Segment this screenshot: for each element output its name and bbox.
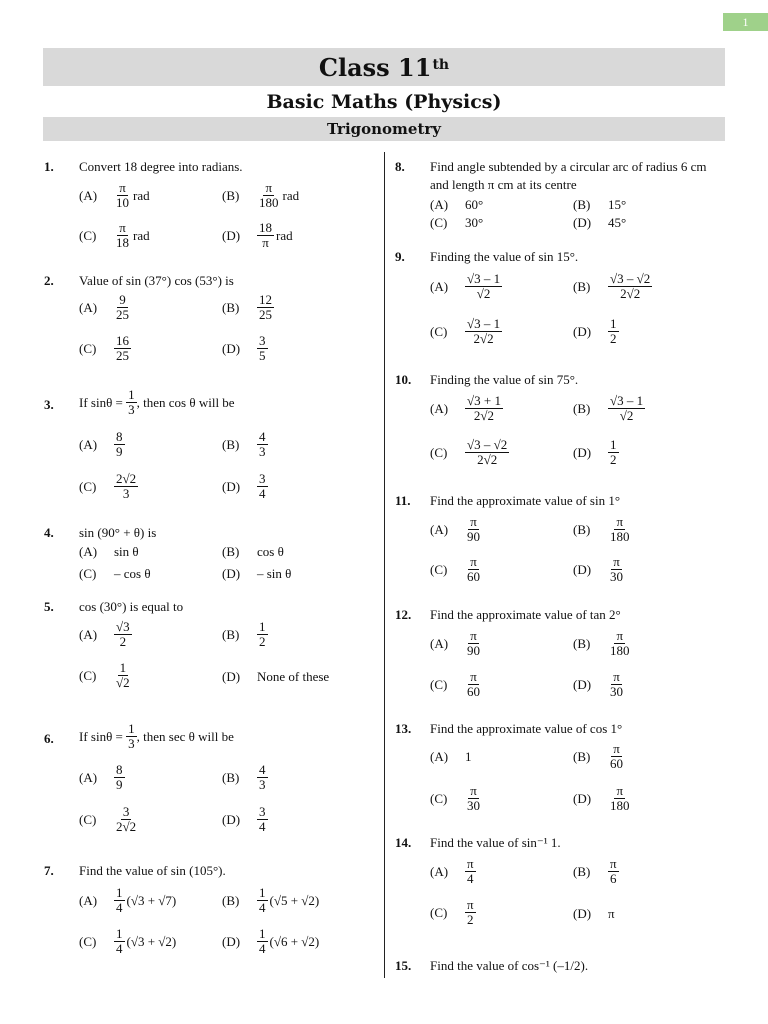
q9-option-c[interactable] bbox=[430, 317, 502, 346]
fraction: $\frac{√3 - 1}{√2}$ bbox=[467, 271, 501, 301]
fraction: $\frac{\pi}{60}$ bbox=[467, 554, 480, 584]
fraction: $\frac{\pi}{180}$ bbox=[259, 180, 279, 210]
q2-option-c[interactable] bbox=[79, 334, 131, 363]
q14-option-c[interactable] bbox=[430, 898, 476, 927]
fraction: $\frac{3}{4}$ bbox=[259, 471, 266, 501]
fraction: $\frac{\pi}{6}$ bbox=[610, 856, 617, 886]
question-8 bbox=[395, 158, 730, 198]
q6-option-a[interactable] bbox=[79, 763, 125, 792]
option-label: (A) bbox=[79, 544, 98, 559]
q5-option-c[interactable] bbox=[79, 661, 132, 690]
option-label: (D) bbox=[573, 906, 592, 921]
fraction: $\frac{1}{2}$ bbox=[259, 619, 266, 649]
option-label: (C) bbox=[79, 933, 97, 949]
fraction: $\frac{\pi}{30}$ bbox=[610, 669, 623, 699]
option-label: (A) bbox=[79, 892, 98, 908]
q2-option-d[interactable] bbox=[222, 334, 268, 363]
option-label: (D) bbox=[222, 227, 241, 243]
option-label: (D) bbox=[573, 215, 592, 230]
q10-option-a[interactable] bbox=[430, 394, 503, 423]
q11-option-b[interactable] bbox=[573, 515, 632, 544]
question-text: If sinθ = $\frac{1}{3}$ , then sec θ will be bbox=[79, 721, 234, 751]
fraction: $\frac{3}{4}$ bbox=[259, 804, 266, 834]
option-label: (B) bbox=[222, 187, 240, 203]
option-label: (B) bbox=[573, 635, 591, 651]
q11-option-d[interactable] bbox=[573, 555, 625, 584]
q3-option-b[interactable] bbox=[222, 430, 268, 459]
q13-option-b[interactable] bbox=[573, 742, 625, 771]
question-text: Find the approximate value of sin 1° bbox=[430, 493, 621, 508]
question-number: 1. bbox=[44, 159, 54, 174]
fraction: $\frac{\pi}{180}$ bbox=[610, 628, 630, 658]
q8-option-a[interactable]: (A) 60° bbox=[430, 197, 484, 212]
q1-option-a[interactable]: (A) $\frac{\pi}{10}$ rad bbox=[79, 180, 150, 210]
option-label: (D) bbox=[573, 561, 592, 577]
option-label: (B) bbox=[222, 436, 240, 452]
option-label: (D) bbox=[222, 566, 241, 581]
option-label: (D) bbox=[222, 933, 241, 949]
fraction: $\frac{√3 - 1}{2√2}$ bbox=[467, 316, 501, 346]
q4-option-b[interactable]: (B) cos θ bbox=[222, 544, 284, 559]
q2-option-a[interactable] bbox=[79, 293, 131, 322]
option-label: (D) bbox=[573, 676, 592, 692]
fraction: $\frac{\pi}{30}$ bbox=[610, 554, 623, 584]
q1-option-d[interactable]: (D) $\frac{18}{\pi}$ rad bbox=[222, 220, 293, 250]
q6-option-b[interactable] bbox=[222, 763, 268, 792]
q10-option-c[interactable] bbox=[430, 438, 509, 467]
question-text: If sinθ = $\frac{1}{3}$ , then cos θ will be bbox=[79, 387, 235, 417]
option-label: (C) bbox=[79, 566, 97, 581]
fraction: $\frac{8}{9}$ bbox=[116, 762, 123, 792]
option-label: (B) bbox=[222, 769, 240, 785]
fraction: $\frac{\pi}{10}$ bbox=[116, 180, 129, 210]
question-text: Value of sin (37°) cos (53°) is bbox=[79, 273, 234, 288]
question-3 bbox=[44, 388, 374, 420]
q11-option-a[interactable] bbox=[430, 515, 482, 544]
q2-option-b[interactable] bbox=[222, 293, 274, 322]
option-label: (C) bbox=[79, 667, 97, 683]
q9-option-a[interactable] bbox=[430, 272, 502, 301]
option-label: (B) bbox=[573, 521, 591, 537]
q5-option-d[interactable]: (D) None of these bbox=[222, 669, 330, 684]
option-label: (B) bbox=[573, 278, 591, 294]
option-label: (A) bbox=[430, 863, 449, 879]
question-number: 7. bbox=[44, 863, 54, 878]
q7-option-d[interactable]: (D) $\frac{1}{4}$ (√6 + √2) bbox=[222, 926, 320, 956]
option-label: (C) bbox=[430, 790, 448, 806]
fraction: $\frac{3}{2√2}$ bbox=[116, 804, 137, 834]
q7-option-b[interactable]: (B) $\frac{1}{4}$ (√5 + √2) bbox=[222, 885, 320, 915]
fraction: $\frac{2√2}{3}$ bbox=[116, 471, 137, 501]
option-label: (C) bbox=[430, 323, 448, 339]
q13-option-c[interactable] bbox=[430, 784, 482, 813]
option-label: (B) bbox=[573, 197, 591, 212]
question-number: 9. bbox=[395, 249, 405, 264]
q1-option-c[interactable]: (C) $\frac{\pi}{18}$ rad bbox=[79, 220, 150, 250]
q3-option-c[interactable] bbox=[79, 472, 138, 501]
option-label: (C) bbox=[430, 444, 448, 460]
q13-option-a[interactable]: (A) 1 bbox=[430, 749, 472, 764]
fraction: $\frac{1}{4}$ bbox=[259, 926, 266, 956]
q9-option-d[interactable] bbox=[573, 317, 619, 346]
q14-option-b[interactable] bbox=[573, 857, 619, 886]
q6-option-c[interactable] bbox=[79, 805, 138, 834]
option-label: (B) bbox=[222, 626, 240, 642]
question-number: 10. bbox=[395, 372, 412, 387]
q4-option-a[interactable]: (A) sin θ bbox=[79, 544, 139, 559]
fraction: $\frac{3}{5}$ bbox=[259, 333, 266, 363]
question-number: 12. bbox=[395, 607, 412, 622]
fraction: $\frac{18}{\pi}$ bbox=[259, 220, 272, 250]
q5-option-b[interactable] bbox=[222, 620, 268, 649]
option-label: (B) bbox=[573, 400, 591, 416]
question-text: Finding the value of sin 75°. bbox=[430, 372, 579, 387]
fraction: $\frac{\pi}{2}$ bbox=[467, 897, 474, 927]
q6-option-d[interactable] bbox=[222, 805, 268, 834]
fraction: $\frac{1}{2}$ bbox=[610, 437, 617, 467]
option-label: (D) bbox=[222, 811, 241, 827]
q12-option-c[interactable] bbox=[430, 670, 482, 699]
q11-option-c[interactable] bbox=[430, 555, 482, 584]
q9-option-b[interactable] bbox=[573, 272, 652, 301]
q7-option-a[interactable]: (A) $\frac{1}{4}$ (√3 + √7) bbox=[79, 885, 177, 915]
option-label: (A) bbox=[430, 400, 449, 416]
question-text: Find the value of cos⁻¹ (–1/2). bbox=[430, 958, 589, 973]
question-number: 8. bbox=[395, 159, 405, 174]
question-text: sin (90° + θ) is bbox=[79, 525, 157, 540]
option-label: (B) bbox=[222, 299, 240, 315]
q13-option-d[interactable] bbox=[573, 784, 632, 813]
q12-option-d[interactable] bbox=[573, 670, 625, 699]
fraction: $\frac{1}{4}$ bbox=[116, 926, 123, 956]
question-number: 3. bbox=[44, 397, 54, 412]
subject-subtitle: Basic Maths (Physics) bbox=[266, 91, 502, 113]
fraction: $\frac{\pi}{90}$ bbox=[467, 628, 480, 658]
fraction: $\frac{\pi}{4}$ bbox=[467, 856, 474, 886]
fraction: $\frac{√3 - √2}{2√2}$ bbox=[610, 271, 651, 301]
option-label: (C) bbox=[79, 340, 97, 356]
fraction: $\frac{12}{25}$ bbox=[259, 292, 272, 322]
option-label: (D) bbox=[573, 790, 592, 806]
option-label: (D) bbox=[222, 340, 241, 356]
question-number: 5. bbox=[44, 599, 54, 614]
class-title-banner bbox=[43, 48, 725, 86]
q3-option-a[interactable] bbox=[79, 430, 125, 459]
option-label: (D) bbox=[573, 323, 592, 339]
option-label: (C) bbox=[430, 676, 448, 692]
option-label: (A) bbox=[430, 278, 449, 294]
question-6 bbox=[44, 722, 374, 754]
fraction: $\frac{√3 + 1}{2√2}$ bbox=[467, 393, 501, 423]
question-number: 6. bbox=[44, 731, 54, 746]
q10-option-b[interactable] bbox=[573, 394, 645, 423]
fraction: $\frac{1}{4}$ bbox=[116, 885, 123, 915]
q5-option-a[interactable] bbox=[79, 620, 132, 649]
fraction: $\frac{8}{9}$ bbox=[116, 429, 123, 459]
option-label: (A) bbox=[430, 749, 449, 764]
question-number: 11. bbox=[395, 493, 411, 508]
q7-option-c[interactable]: (C) $\frac{1}{4}$ (√3 + √2) bbox=[79, 926, 177, 956]
q14-option-d[interactable]: (D) π bbox=[573, 906, 615, 921]
class-title: Class 11 bbox=[318, 52, 432, 82]
fraction: $\frac{1}{2}$ bbox=[610, 316, 617, 346]
option-label: (B) bbox=[573, 748, 591, 764]
q8-option-d[interactable]: (D) 45° bbox=[573, 215, 627, 230]
question-text: cos (30°) is equal to bbox=[79, 599, 184, 614]
page-number: 1 bbox=[723, 13, 768, 31]
fraction: $\frac{\pi}{180}$ bbox=[610, 783, 630, 813]
option-label: (A) bbox=[430, 197, 449, 212]
option-label: (C) bbox=[430, 215, 448, 230]
q14-option-a[interactable] bbox=[430, 857, 476, 886]
q8-option-c[interactable]: (C) 30° bbox=[430, 215, 484, 230]
fraction: $\frac{4}{3}$ bbox=[259, 762, 266, 792]
q4-option-c[interactable]: (C) – cos θ bbox=[79, 566, 151, 581]
fraction: $\frac{1}{√2}$ bbox=[116, 660, 130, 690]
option-label: (A) bbox=[79, 299, 98, 315]
question-text: Find angle subtended by a circular arc of radius 6 cm and length π cm at its centre bbox=[430, 159, 707, 192]
option-label: (B) bbox=[222, 544, 240, 559]
question-number: 13. bbox=[395, 721, 412, 736]
fraction: $\frac{\pi}{60}$ bbox=[467, 669, 480, 699]
option-label: (C) bbox=[430, 561, 448, 577]
topic-banner: Trigonometry bbox=[43, 117, 725, 141]
option-label: (A) bbox=[79, 187, 98, 203]
option-label: (A) bbox=[430, 635, 449, 651]
option-label: (C) bbox=[79, 227, 97, 243]
q4-option-d[interactable]: (D) – sin θ bbox=[222, 566, 292, 581]
option-label: (D) bbox=[222, 478, 241, 494]
option-label: (C) bbox=[430, 904, 448, 920]
class-title-sup: th bbox=[432, 57, 450, 73]
fraction: $\frac{\pi}{30}$ bbox=[467, 783, 480, 813]
fraction: $\frac{16}{25}$ bbox=[116, 333, 129, 363]
question-text: Find the approximate value of tan 2° bbox=[430, 607, 621, 622]
option-label: (B) bbox=[222, 892, 240, 908]
question-number: 2. bbox=[44, 273, 54, 288]
question-text: Finding the value of sin 15°. bbox=[430, 249, 579, 264]
question-text: Find the value of sin (105°). bbox=[79, 863, 226, 878]
fraction: $\frac{√3 - 1}{√2}$ bbox=[610, 393, 644, 423]
q8-option-b[interactable]: (B) 15° bbox=[573, 197, 627, 212]
fraction: $\frac{9}{25}$ bbox=[116, 292, 129, 322]
q3-option-d[interactable] bbox=[222, 472, 268, 501]
column-divider bbox=[384, 152, 385, 978]
q12-option-b[interactable] bbox=[573, 629, 632, 658]
fraction: $\frac{1}{4}$ bbox=[259, 885, 266, 915]
option-label: (B) bbox=[573, 863, 591, 879]
question-text: Convert 18 degree into radians. bbox=[79, 159, 243, 174]
fraction: $\frac{√3 - √2}{2√2}$ bbox=[467, 437, 508, 467]
option-label: (C) bbox=[79, 478, 97, 494]
fraction: $\frac{4}{3}$ bbox=[259, 429, 266, 459]
fraction: $\frac{\pi}{180}$ bbox=[610, 514, 630, 544]
option-label: (D) bbox=[222, 669, 241, 684]
q10-option-d[interactable] bbox=[573, 438, 619, 467]
fraction: $\frac{\pi}{18}$ bbox=[116, 220, 129, 250]
question-number: 15. bbox=[395, 958, 412, 973]
option-label: (A) bbox=[79, 626, 98, 642]
fraction: $\frac{√3}{2}$ bbox=[116, 619, 130, 649]
fraction: $\frac{\pi}{60}$ bbox=[610, 741, 623, 771]
option-label: (A) bbox=[79, 436, 98, 452]
option-label: (D) bbox=[573, 444, 592, 460]
q1-option-b[interactable]: (B) $\frac{\pi}{180}$ rad bbox=[222, 180, 300, 210]
question-text: Find the approximate value of cos 1° bbox=[430, 721, 623, 736]
option-label: (A) bbox=[430, 521, 449, 537]
question-number: 4. bbox=[44, 525, 54, 540]
option-label: (C) bbox=[79, 811, 97, 827]
question-number: 14. bbox=[395, 835, 412, 850]
option-label: (A) bbox=[79, 769, 98, 785]
fraction: $\frac{\pi}{90}$ bbox=[467, 514, 480, 544]
question-text: Find the value of sin⁻¹ 1. bbox=[430, 835, 561, 850]
q12-option-a[interactable] bbox=[430, 629, 482, 658]
